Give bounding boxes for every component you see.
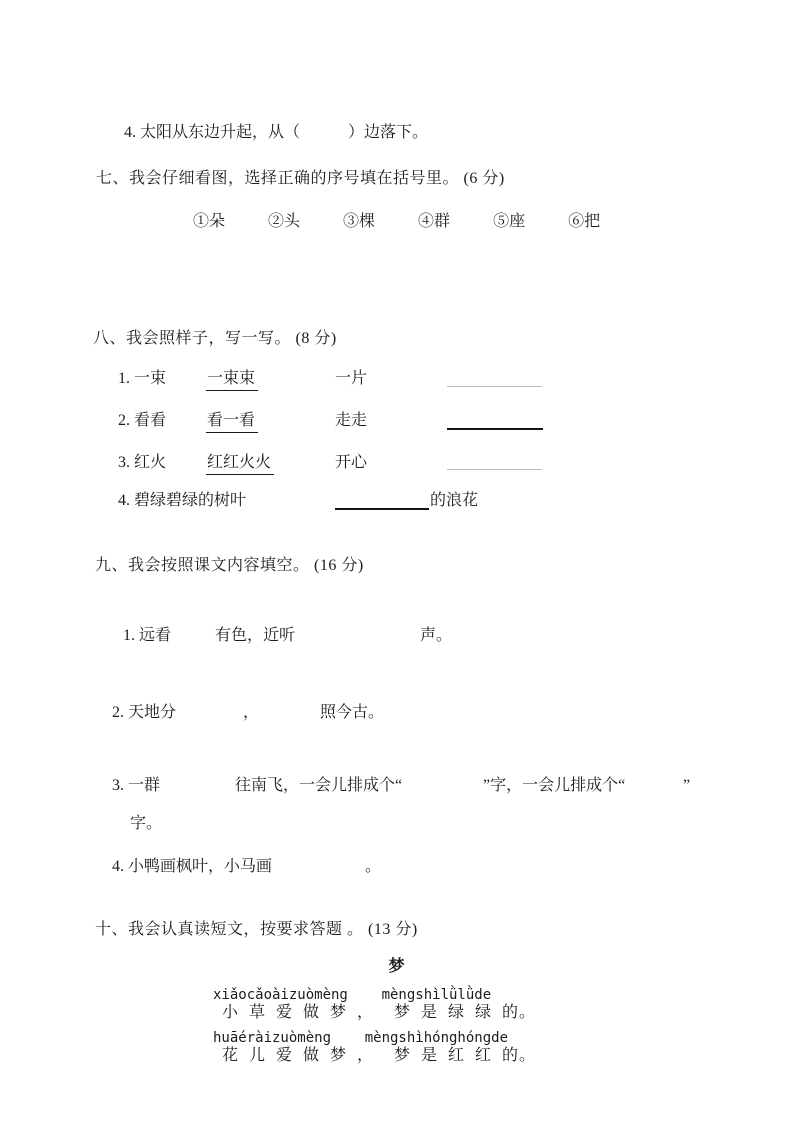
fill-blank-line-2 [447,428,543,430]
row-suffix: 的浪花 [430,492,479,509]
row-label: 1. 一束 [118,370,167,387]
section9-heading: 九、我会按照课文内容填空。 (16 分) [95,557,364,574]
section9-item-2 [0,703,793,723]
row-label: 4. 碧绿碧绿的树叶 [118,492,247,509]
question6-item4-line: 4. 太阳从东边升起，从（ ）边落下。 [124,124,429,141]
section8-row-3 [0,453,793,473]
option-item-5: ⑤座 [493,213,526,230]
text-segment: 2. 天地分 [112,704,177,721]
section8-row-2 [0,411,793,431]
section7-heading: 七、我会仔细看图，选择正确的序号填在括号里。 (6 分) [96,170,505,187]
text-segment: ” [683,777,691,794]
option-item-2: ②头 [268,213,301,230]
row-prompt: 开心 [335,454,368,471]
passage-title: 梦 [388,958,405,975]
text-segment: 有色，近听 [215,627,296,644]
hanzi-line-1: 小 草 爱 做 梦 ， 梦 是 绿 绿 的。 [222,1004,537,1021]
option-item-3: ③棵 [343,213,376,230]
text-segment: 往南飞，一会儿排成个“ [235,777,403,794]
text-segment: 1. 远看 [123,627,172,644]
row-label: 3. 红火 [118,454,167,471]
text-segment: ”字，一会儿排成个“ [483,777,626,794]
fill-blank-line-3 [447,469,542,470]
hanzi-line-2: 花 儿 爱 做 梦 ， 梦 是 红 红 的。 [222,1047,537,1064]
text-segment: ， [243,704,260,721]
text-segment: 。 [365,858,382,875]
row-label: 2. 看看 [118,412,167,429]
example-underlined: 一束束 [206,369,258,391]
section8-row-1 [0,369,793,389]
section10-heading: 十、我会认真读短文，按要求答题 。 (13 分) [95,921,418,938]
option-item-4: ④群 [418,213,451,230]
text-segment: 声。 [420,627,453,644]
example-underlined: 红红火火 [206,453,274,475]
pinyin-line-2: huāéràizuòmèng mèngshìhónghóngde [213,1030,509,1046]
fill-blank-line-1 [447,386,542,387]
text-segment: 4. 小鸭画枫叶，小马画 [112,858,273,875]
text-segment: 照今古。 [320,704,385,721]
row-prompt: 一片 [335,370,368,387]
section7-options [193,212,600,232]
example-underlined: 看一看 [206,411,258,433]
option-item-6: ⑥把 [568,213,601,230]
text-segment: 3. 一群 [112,777,161,794]
section9-item-3-continuation: 字。 [130,815,163,832]
row-prompt: 走走 [335,412,368,429]
section9-item-1 [0,626,793,646]
pinyin-line-1: xiǎocǎoàizuòmèng mèngshìlǜlǜde [213,987,492,1003]
option-item-1: ①朵 [193,213,226,230]
section9-item-3 [0,776,793,796]
section8-heading: 八、我会照样子，写一写。 (8 分) [93,330,337,347]
fill-blank-line-4 [335,508,429,510]
section9-item-4 [0,857,793,877]
